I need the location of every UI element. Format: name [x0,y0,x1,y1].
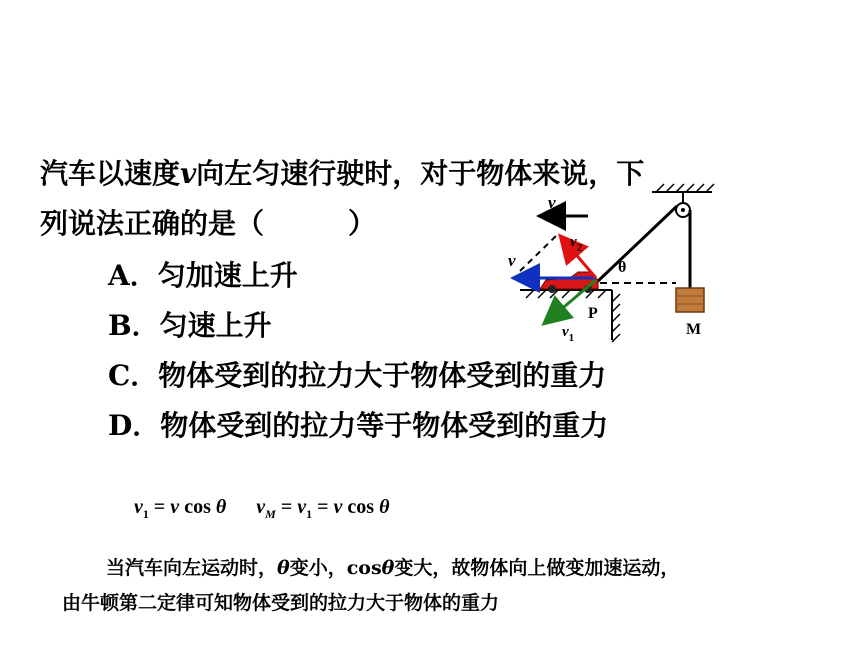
formula-v1-mid: v [297,496,307,518]
pulley-axle [681,208,685,212]
formula-v-2: v [333,496,343,518]
formula-v1-mid-sub: 1 [306,507,313,521]
formula-v: v [170,496,180,518]
label-theta: θ [618,259,627,276]
rope-slanted [597,206,677,282]
formula-v1-sub: 1 [142,507,149,521]
explanation-text-a: 当汽车向左运动时， [106,557,278,579]
explanation-theta: θ [277,557,290,579]
formula-cos-2: cos [342,496,380,518]
formula-line [134,496,389,522]
explanation-line-2: 由牛顿第二定律可知物体受到的拉力大于物体的重力 [62,592,500,614]
formula-cos-1: cos [179,496,216,518]
ceiling-support [652,184,714,204]
option-d-text: 物体受到的拉力等于物体受到的重力 [160,409,609,442]
label-v-top: v [548,193,556,212]
label-v-left: v [508,251,516,270]
question-line-2: 列说法正确的是（ ） [40,207,377,240]
formula-eq-2: = [275,496,298,518]
explanation-text-c: 变大，故物体向上做变加速运动， [394,557,680,579]
formula-vm-sub: M [265,507,276,521]
option-b-text: 匀速上升 [159,309,272,342]
label-p: P [588,305,598,322]
parallelogram-dashed-1 [520,236,556,271]
option-b-letter: B． [108,309,160,342]
explanation-cos: cos [346,557,382,579]
question-text-b: 向左匀速行驶时，对于物体来说，下 [196,157,645,190]
option-c-letter: C． [108,359,159,392]
formula-eq-3: = [312,496,334,518]
label-m: M [686,321,702,338]
explanation-theta-2: θ [381,557,395,579]
option-c-text: 物体受到的拉力大于物体受到的重力 [158,359,607,392]
option-d-letter: D． [108,409,161,442]
option-a-text: 匀加速上升 [157,259,298,292]
label-v2: $v_2$ [570,234,583,254]
label-v1: $v_1$ [562,324,575,344]
explanation-line-1 [106,553,679,580]
question-text-a: 汽车以速度 [40,157,181,190]
formula-eq-1: = [148,496,171,518]
block-m [676,288,704,312]
option-a-letter: A． [108,259,158,292]
formula-theta-1: θ [215,496,227,518]
question-var-v: v [180,157,197,190]
explanation-text-b: 变小， [289,557,347,579]
formula-theta-2: θ [379,496,390,518]
formula-vm: v [256,496,266,518]
formula-v1: v [134,496,143,518]
